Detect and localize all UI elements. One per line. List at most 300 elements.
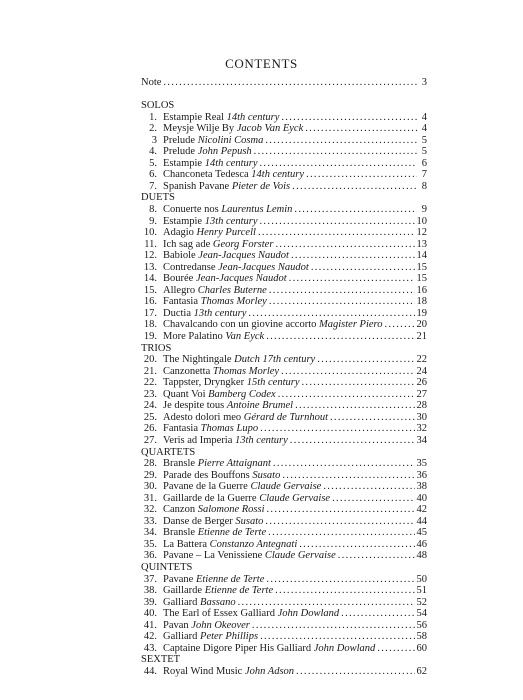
entry-page: 56 xyxy=(416,619,427,631)
entry-page: 6 xyxy=(421,157,427,169)
entry-title: Prelude xyxy=(163,134,196,146)
entry-title: Bransle xyxy=(163,527,196,539)
entry-text xyxy=(157,493,330,505)
toc-entry xyxy=(141,400,427,412)
toc-entry xyxy=(141,216,427,228)
entry-title: Contredanse xyxy=(163,261,216,273)
entry-text xyxy=(157,158,257,170)
entry-title: Je despite tous xyxy=(163,400,225,412)
entry-credit: John Dowland xyxy=(277,608,340,620)
entry-page: 7 xyxy=(421,169,427,181)
entry-number: 35. xyxy=(143,538,157,550)
entry-credit: Constanzo Antegnati xyxy=(209,538,298,550)
leader-dots xyxy=(301,377,414,389)
toc-entry xyxy=(141,112,427,124)
entry-text xyxy=(157,539,297,551)
toc-sections xyxy=(141,100,427,677)
toc-entry xyxy=(141,181,427,193)
leader-dots xyxy=(248,308,414,320)
entry-number: 44. xyxy=(143,665,157,677)
entry-page: 45 xyxy=(416,527,427,539)
entry-credit: Laurentus Lemin xyxy=(221,204,293,216)
entry-page: 4 xyxy=(421,111,427,123)
leader-dots xyxy=(258,227,415,239)
entry-title: Pavan xyxy=(163,619,189,631)
leader-dots xyxy=(282,470,414,482)
entry-text xyxy=(157,423,258,435)
entry-page: 36 xyxy=(416,469,427,481)
toc-entry xyxy=(141,262,427,274)
entry-credit: Nicolini Cosma xyxy=(197,134,264,146)
leader-dots xyxy=(275,585,414,597)
entry-text xyxy=(157,470,280,482)
toc-entry xyxy=(141,493,427,505)
entry-text xyxy=(157,204,292,216)
entry-text xyxy=(157,216,257,228)
section-heading: SOLOS xyxy=(141,100,175,112)
toc-entry xyxy=(141,539,427,551)
leader-dots xyxy=(323,481,414,493)
entry-text xyxy=(157,481,321,493)
entry-page: 21 xyxy=(416,331,427,343)
entry-credit: 15th century xyxy=(246,377,300,389)
entry-title: Pavane xyxy=(163,573,194,585)
entry-text xyxy=(157,412,328,424)
entry-page: 26 xyxy=(416,377,427,389)
leader-dots xyxy=(377,643,414,655)
entry-number: 6. xyxy=(149,169,157,181)
leader-dots xyxy=(260,423,414,435)
toc-note-row xyxy=(141,77,427,89)
entry-title: Ich sag ade xyxy=(163,238,211,250)
toc-entry xyxy=(141,470,427,482)
entry-text xyxy=(157,585,273,597)
entry-text xyxy=(157,643,375,655)
entry-title: Meysje Wilje By xyxy=(163,123,235,135)
toc-entry xyxy=(141,250,427,262)
entry-credit: 14th century xyxy=(226,111,280,123)
toc-entry xyxy=(141,585,427,597)
leader-dots xyxy=(269,285,415,297)
section-heading: SEXTET xyxy=(141,654,181,666)
entry-text xyxy=(157,112,279,124)
entry-number: 11. xyxy=(144,238,157,250)
entry-title: Canzonetta xyxy=(163,365,211,377)
entry-text xyxy=(157,527,266,539)
entry-page: 27 xyxy=(416,388,427,400)
entry-credit: Jean-Jacques Naudot xyxy=(195,273,287,285)
entry-title: Danse de Berger xyxy=(163,515,233,527)
entry-credit: Claude Gervaise xyxy=(250,481,322,493)
entry-page: 5 xyxy=(421,146,427,158)
toc-entry xyxy=(141,597,427,609)
entry-title: Galliard xyxy=(163,631,198,643)
entry-number: 4. xyxy=(149,146,157,158)
entry-title: Prelude xyxy=(163,146,196,158)
entry-title: Tappster, Dryngker xyxy=(163,377,245,389)
entry-title: Spanish Pavane xyxy=(163,180,230,192)
leader-dots xyxy=(266,331,414,343)
entry-page: 52 xyxy=(416,596,427,608)
entry-title: Parade des Bouffons xyxy=(163,469,250,481)
toc-entry xyxy=(141,123,427,135)
entry-credit: Dutch 17th century xyxy=(234,354,316,366)
entry-text xyxy=(157,550,336,562)
entry-number: 1. xyxy=(149,111,157,123)
toc-entry xyxy=(141,527,427,539)
leader-dots xyxy=(260,631,414,643)
entry-title: Pavane de la Guerre xyxy=(163,481,248,493)
leader-dots xyxy=(268,527,414,539)
entry-text xyxy=(157,631,258,643)
entry-number: 16. xyxy=(143,296,157,308)
entry-text xyxy=(157,400,293,412)
entry-text xyxy=(157,319,382,331)
entry-text xyxy=(157,620,250,632)
leader-dots xyxy=(252,620,415,632)
entry-number: 23. xyxy=(143,388,157,400)
entry-page: 9 xyxy=(421,204,427,216)
toc-entry xyxy=(141,435,427,447)
entry-page: 38 xyxy=(416,481,427,493)
entry-number: 43. xyxy=(143,642,157,654)
entry-number: 42. xyxy=(143,631,157,643)
entry-credit: John Okeover xyxy=(191,619,250,631)
entry-page: 22 xyxy=(416,354,427,366)
leader-dots xyxy=(299,539,414,551)
page-title: CONTENTS xyxy=(225,56,298,71)
entry-page: 16 xyxy=(416,284,427,296)
entry-credit: 13th century xyxy=(204,215,258,227)
entry-number: 20. xyxy=(143,354,157,366)
entry-page: 20 xyxy=(416,319,427,331)
toc-entry xyxy=(141,516,427,528)
entry-text xyxy=(157,574,264,586)
entry-number: 22. xyxy=(143,377,157,389)
entry-credit: Jacob Van Eyck xyxy=(236,123,304,135)
note-label: Note xyxy=(141,77,162,88)
entry-title: Chanconeta Tedesca xyxy=(163,169,249,181)
entry-title: Estampie Real xyxy=(163,111,224,123)
entry-number: 38. xyxy=(143,585,157,597)
entry-credit: Jean-Jacques Naudot xyxy=(218,261,309,273)
entry-number: 31. xyxy=(143,492,157,504)
entry-credit: Thomas Morley xyxy=(212,365,280,377)
entry-number: 12. xyxy=(143,250,157,262)
entry-title: Chavalcando con un giovine accorto xyxy=(163,319,317,331)
toc-entry xyxy=(141,643,427,655)
toc-entry xyxy=(141,666,427,678)
entry-text xyxy=(157,239,273,251)
toc-entry xyxy=(141,366,427,378)
toc-entry xyxy=(141,135,427,147)
entry-page: 13 xyxy=(416,238,427,250)
entry-number: 39. xyxy=(143,596,157,608)
entry-number: 25. xyxy=(143,411,157,423)
entry-page: 15 xyxy=(416,273,427,285)
note-page: 3 xyxy=(421,77,427,88)
entry-page: 54 xyxy=(416,608,427,620)
entry-number: 2. xyxy=(149,123,157,135)
leader-dots xyxy=(278,389,415,401)
entry-text xyxy=(157,169,304,181)
entry-credit: Peter Phillips xyxy=(200,631,259,643)
entry-text xyxy=(157,597,236,609)
leader-dots xyxy=(295,400,414,412)
toc-entry xyxy=(141,481,427,493)
leader-dots xyxy=(289,273,415,285)
entry-credit: Salomone Rossi xyxy=(197,504,265,516)
section-heading: QUINTETS xyxy=(141,561,193,573)
entry-page: 32 xyxy=(416,423,427,435)
entry-number: 34. xyxy=(143,527,157,539)
entry-title: Allegro xyxy=(163,284,196,296)
entry-number: 24. xyxy=(143,400,157,412)
toc-entry xyxy=(141,204,427,216)
entry-number: 5. xyxy=(149,157,157,169)
toc-entry xyxy=(141,423,427,435)
leader-dots xyxy=(294,204,417,216)
spacer xyxy=(141,89,427,101)
entry-page: 24 xyxy=(416,365,427,377)
entry-page: 4 xyxy=(421,123,427,135)
entry-credit: John Dowland xyxy=(313,642,376,654)
entry-credit: John Adson xyxy=(244,665,295,677)
entry-page: 14 xyxy=(416,250,427,262)
leader-dots xyxy=(306,169,417,181)
entry-page: 48 xyxy=(416,550,427,562)
entry-title: Conuerte nos xyxy=(163,204,219,216)
entry-credit: Jean-Jacques Naudot xyxy=(198,250,289,262)
entry-number: 26. xyxy=(143,423,157,435)
entry-credit: Thomas Morley xyxy=(200,296,267,308)
entry-credit: Van Eyck xyxy=(225,331,265,343)
entry-text xyxy=(157,146,252,158)
entry-text xyxy=(157,504,265,516)
entry-page: 46 xyxy=(416,538,427,550)
entry-number: 27. xyxy=(143,434,157,446)
entry-number: 28. xyxy=(143,458,157,470)
entry-text xyxy=(157,458,271,470)
entry-credit: Bassano xyxy=(200,596,236,608)
entry-title: Pavane – La Venissiene xyxy=(163,550,263,562)
toc-entry xyxy=(141,550,427,562)
entry-credit: Claude Gervaise xyxy=(264,550,336,562)
toc-entry xyxy=(141,296,427,308)
toc-entry xyxy=(141,169,427,181)
entry-credit: 13th century xyxy=(235,434,288,446)
entry-number: 36. xyxy=(143,550,157,562)
entry-number: 40. xyxy=(143,608,157,620)
leader-dots xyxy=(330,412,415,424)
leader-dots xyxy=(281,366,414,378)
entry-title: Adagio xyxy=(163,227,194,239)
toc-entry xyxy=(141,631,427,643)
toc-entry xyxy=(141,377,427,389)
entry-text xyxy=(157,331,264,343)
leader-dots xyxy=(266,574,414,586)
entry-number: 15. xyxy=(143,284,157,296)
entry-number: 29. xyxy=(143,469,157,481)
leader-dots xyxy=(296,666,414,678)
entry-credit: John Pepush xyxy=(197,146,252,158)
toc-entry xyxy=(141,331,427,343)
entry-number: 32. xyxy=(143,504,157,516)
entry-title: Captaine Digore Piper His Galliard xyxy=(163,642,312,654)
leader-dots xyxy=(265,516,414,528)
toc-entry xyxy=(141,239,427,251)
entry-page: 51 xyxy=(416,585,427,597)
entry-page: 10 xyxy=(416,215,427,227)
leader-dots xyxy=(267,504,415,516)
leader-dots xyxy=(238,597,415,609)
entry-credit: Pieter de Vois xyxy=(231,180,291,192)
entry-number: 21. xyxy=(143,365,157,377)
entry-credit: Etienne de Terte xyxy=(195,573,265,585)
entry-page: 35 xyxy=(416,458,427,470)
entry-page: 12 xyxy=(416,227,427,239)
entry-page: 18 xyxy=(416,296,427,308)
leader-dots xyxy=(269,296,415,308)
section-heading: QUARTETS xyxy=(141,446,196,458)
entry-number: 19. xyxy=(143,331,157,343)
entry-credit: Charles Buterne xyxy=(197,284,267,296)
entry-page: 5 xyxy=(421,134,427,146)
entry-title: More Palatino xyxy=(163,331,223,343)
entry-title: La Battera xyxy=(163,538,208,550)
entry-text xyxy=(157,135,263,147)
entry-text xyxy=(157,123,303,135)
entry-title: The Nightingale xyxy=(163,354,232,366)
entry-title: Quant Voi xyxy=(163,388,206,400)
toc-entry xyxy=(141,308,427,320)
entry-text xyxy=(157,435,288,447)
entry-credit: Georg Forster xyxy=(212,238,274,250)
leader-dots xyxy=(291,250,415,262)
entry-page: 42 xyxy=(416,504,427,516)
entry-number: 37. xyxy=(143,573,157,585)
entry-page: 28 xyxy=(416,400,427,412)
entry-text xyxy=(157,608,339,620)
toc-entry xyxy=(141,620,427,632)
table-of-contents xyxy=(141,77,427,677)
entry-credit: Gérard de Turnhout xyxy=(243,411,328,423)
entry-page: 34 xyxy=(416,434,427,446)
entry-page: 50 xyxy=(416,573,427,585)
entry-title: Galliard xyxy=(163,596,198,608)
leader-dots xyxy=(305,123,417,135)
leader-dots xyxy=(275,239,414,251)
entry-number: 3 xyxy=(151,134,157,146)
entry-credit: 14th century xyxy=(204,157,258,169)
entry-number: 30. xyxy=(143,481,157,493)
entry-page: 58 xyxy=(416,631,427,643)
toc-entry xyxy=(141,158,427,170)
leader-dots xyxy=(254,146,417,158)
leader-dots xyxy=(281,112,417,124)
entry-title: Gaillarde de la Guerre xyxy=(163,492,257,504)
entry-credit: Antoine Brumel xyxy=(226,400,294,412)
entry-number: 17. xyxy=(143,307,157,319)
entry-credit: Etienne de Terte xyxy=(204,585,274,597)
toc-entry xyxy=(141,319,427,331)
toc-entry xyxy=(141,389,427,401)
entry-credit: Thomas Lupo xyxy=(200,423,259,435)
leader-dots xyxy=(317,354,414,366)
leader-dots xyxy=(259,158,417,170)
toc-entry xyxy=(141,227,427,239)
entry-page: 60 xyxy=(416,642,427,654)
entry-page: 19 xyxy=(416,307,427,319)
toc-entry xyxy=(141,285,427,297)
entry-title: Gaillarde xyxy=(163,585,203,597)
entry-text xyxy=(157,285,267,297)
leader-dots xyxy=(265,135,417,147)
entry-number: 41. xyxy=(143,619,157,631)
entry-text xyxy=(157,296,267,308)
entry-text xyxy=(157,354,315,366)
entry-text xyxy=(157,181,290,193)
entry-title: Estampie xyxy=(163,157,203,169)
toc-entry xyxy=(141,608,427,620)
toc-entry xyxy=(141,273,427,285)
entry-credit: Magister Piero xyxy=(319,319,383,331)
entry-page: 40 xyxy=(416,492,427,504)
entry-number: 8. xyxy=(149,204,157,216)
section-heading: TRIOS xyxy=(141,342,172,354)
entry-number: 14. xyxy=(143,273,157,285)
entry-number: 18. xyxy=(143,319,157,331)
entry-page: 30 xyxy=(416,411,427,423)
entry-title: Veris ad Imperia xyxy=(163,434,233,446)
leader-dots xyxy=(341,608,414,620)
entry-text xyxy=(157,366,279,378)
entry-page: 44 xyxy=(416,515,427,527)
entry-text xyxy=(157,389,276,401)
toc-entry xyxy=(141,458,427,470)
entry-credit: 14th century xyxy=(251,169,305,181)
entry-credit: Claude Gervaise xyxy=(259,492,331,504)
leader-dots xyxy=(332,493,414,505)
entry-credit: Susato xyxy=(252,469,281,481)
entry-credit: Etienne de Terte xyxy=(197,527,267,539)
entry-number: 13. xyxy=(143,261,157,273)
leader-dots xyxy=(163,77,417,89)
leader-dots xyxy=(290,435,415,447)
entry-title: Ductia xyxy=(163,307,191,319)
entry-text xyxy=(157,227,256,239)
leader-dots xyxy=(273,458,415,470)
entry-text xyxy=(157,516,263,528)
entry-text xyxy=(157,262,309,274)
entry-title: Fantasia xyxy=(163,423,198,435)
section-heading: DUETS xyxy=(141,192,175,204)
entry-credit: Bamberg Codex xyxy=(208,388,276,400)
entry-credit: Pierre Attaignant xyxy=(197,458,271,470)
leader-dots xyxy=(311,262,415,274)
entry-credit: 13th century xyxy=(193,307,247,319)
entry-number: 33. xyxy=(143,515,157,527)
entry-title: Bourée xyxy=(163,273,194,285)
leader-dots xyxy=(384,319,414,331)
entry-number: 9. xyxy=(149,215,157,227)
entry-title: Bransle xyxy=(163,458,196,470)
toc-entry xyxy=(141,574,427,586)
entry-credit: Henry Purcell xyxy=(196,227,256,239)
entry-number: 7. xyxy=(149,180,157,192)
entry-number: 10. xyxy=(143,227,157,239)
entry-title: The Earl of Essex Galliard xyxy=(163,608,275,620)
